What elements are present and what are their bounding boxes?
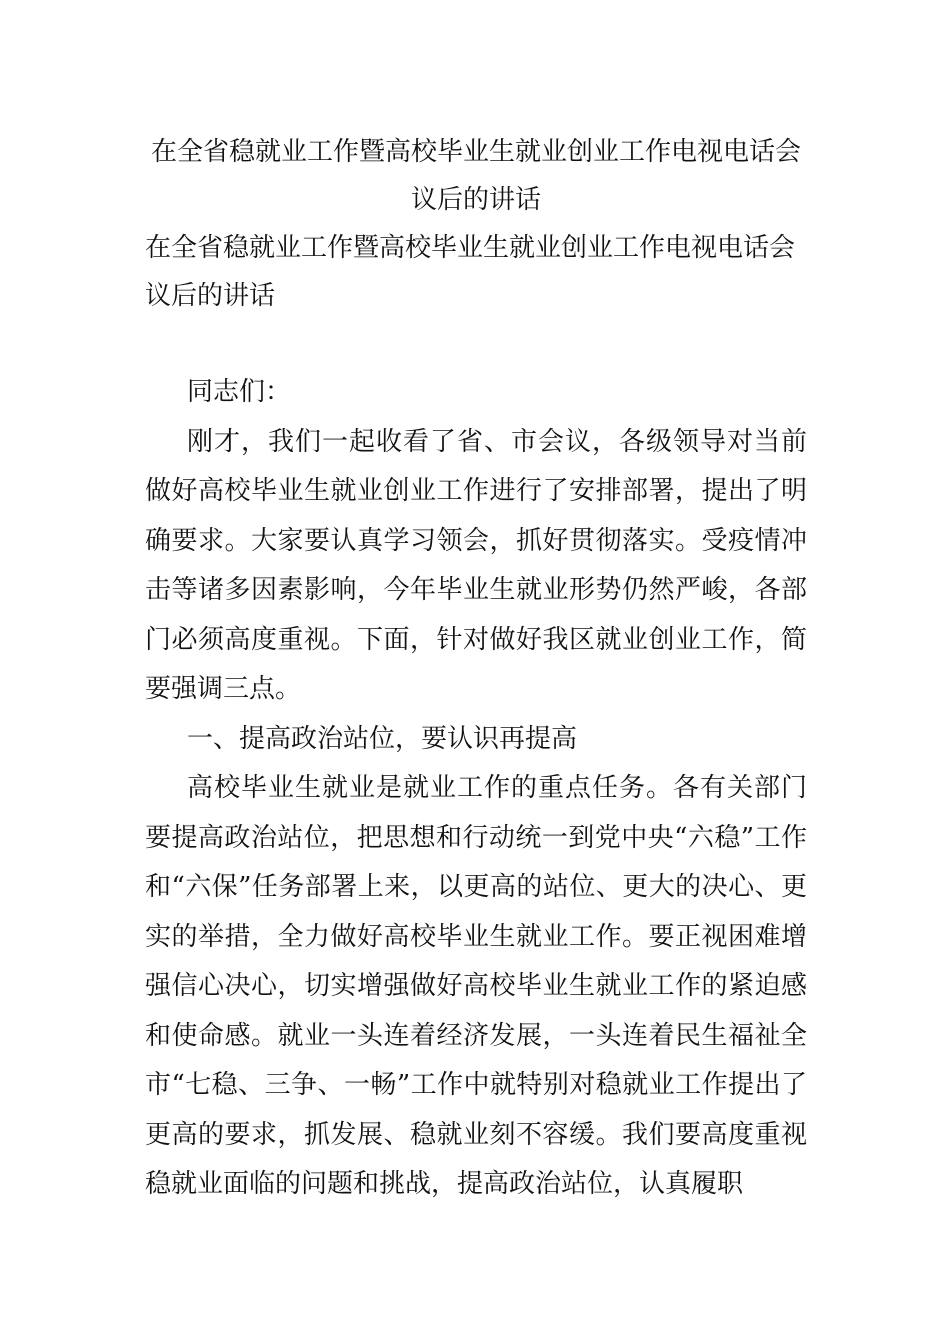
document-page: [145, 128, 807, 1210]
intro-paragraph: 刚才，我们一起收看了省、市会议，各级领导对当前做好高校毕业生就业创业工作进行了安排部署，提出了明确要求。大家要认真学习领会，抓好贯彻落实。受疫情冲击等诸多因素影响，今年毕业生就业形势仍然严峻，各部门必须高度重视。下面，针对做好我区就业创业工作，简要强调三点。: [145, 426, 807, 704]
section-heading-1: 一、提高政治站位，要认识再提高: [187, 723, 578, 754]
document-title: 在全省稳就业工作暨高校毕业生就业创业工作电视电话会议后的讲话: [150, 137, 801, 215]
section-1-paragraph: 高校毕业生就业是就业工作的重点任务。各有关部门要提高政治站位，把思想和行动统一到党中央“六稳”工作和“六保”任务部署上来，以更高的站位、更大的决心、更实的举措，全力做好高校毕业生就业工作。要正视困难增强信心决心，切实增强做好高校毕业生就业工作的紧迫感和使命感。就业一头连着经济发展，一头连着民生福祉全市“七稳、三争、一畅”工作中就特别对稳就业工作提出了更高的要求，抓发展、稳就业刻不容缓。我们要高度重视稳就业面临的问题和挑战，提高政治站位，认真履职: [145, 773, 807, 1199]
document-subtitle: 在全省稳就业工作暨高校毕业生就业创业工作电视电话会议后的讲话: [145, 233, 796, 311]
blank-line: [145, 320, 807, 368]
salutation: 同志们：: [187, 377, 292, 407]
